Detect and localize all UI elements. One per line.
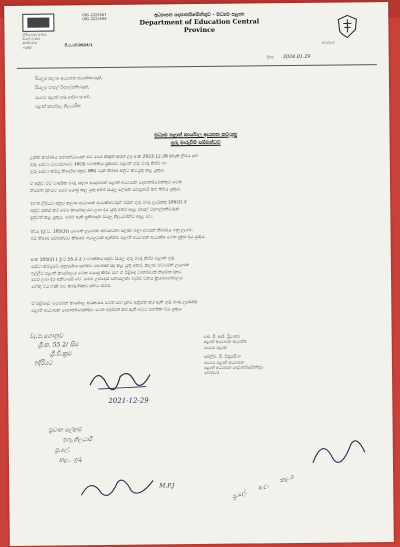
- document-page: [4, 2, 394, 546]
- body-line: ගුරු සේවා ව්‍යවස්ථාවේ 10(3) වගන්තිය ප්‍රකාරව පළාත් ගුරු මාරු කිරීම් හා: [29, 161, 167, 168]
- handwritten-line: ශ්‍රී.වී.ක්‍රම: [49, 350, 72, 358]
- handwritten-line: කළ.. ගුරු: [58, 457, 82, 464]
- countersignatory-department: පළාත් අධ්‍යාපන දෙපාර්තමේන්තුව: [203, 364, 264, 370]
- body-line: එම තීරණ සම්බන්ධව කිසියම් ගැටලුවක් ඇත්නම් පළාත් අධ්‍යාපන අධ්‍යක්ෂ වෙත දැනුම් දිය යුතුය.: [30, 234, 206, 242]
- body-line: හේතු විය හැකි බව කාරුණිකව දන්වා සිටිමි.: [31, 284, 112, 290]
- handwritten-line: කළ.ප: [279, 473, 295, 485]
- addressee-line: පළාත් කාර්යාල නිලධාරීන්: [35, 103, 81, 109]
- body-line: පළාත් අධ්‍යාපන දෙපාර්තමේන්තුව වෙත ඉදිරිපත් කර ඇති බවට සහතික විය යුතුය.: [31, 306, 183, 314]
- handwritten-note-bottom-left: [49, 424, 219, 466]
- handwritten-line: වැ.ප.ගොනුව: [29, 332, 64, 340]
- phone-number: 081-2223567: [82, 12, 107, 18]
- body-paragraph-2: [30, 178, 372, 195]
- countersignatory-city: මහනුවර: [204, 370, 220, 376]
- header-meta-line: ලිපිගොනු අංකය: [22, 32, 47, 37]
- subject-heading: [46, 130, 346, 147]
- handwritten-note-top-left: [30, 330, 190, 368]
- signatory-province: මධ්‍යම පළාත: [203, 344, 228, 350]
- addressee-list: [35, 74, 235, 110]
- government-emblem-icon: [336, 14, 358, 38]
- countersignatory-name: ඩබ්ලිව්. ජී. වික්‍රමසිංහ: [203, 353, 242, 360]
- handwritten-date: 2021-12-29: [108, 396, 149, 405]
- body-line: ඉල්ලීම් පළාත් කාර්යාලය වෙත යොමු කිරීම සහ ඒ පිළිබඳ වාර්තාවක් නියමිත දිනට: [30, 269, 182, 277]
- date-label: දිනය: [266, 55, 274, 60]
- subject-line-2: ගුරු මාරුවීම් සම්බන්ධව: [170, 139, 221, 147]
- body-line: ඒ අනුව එම වාර්ෂික මාරු සඳහා අයදුම්පත් පළාත් අධ්‍යාපන දෙපාර්තමේන්තුව වෙත: [30, 180, 182, 187]
- body-line: සේවා කමිටුවේ අනුමැතිය සහිතව පමණක් සිදු කළ යුතු අතර, කලාප මට්ටමින් ලැබෙන: [30, 262, 190, 270]
- department-title: [124, 11, 274, 35]
- handwritten-line: ශ්‍රී.ක. 55 2/ සිම: [37, 341, 79, 349]
- header-meta-line: දුරකථනය: [22, 41, 38, 46]
- body-paragraph-3: [30, 198, 372, 222]
- handwritten-line: ඉදිරියට: [33, 359, 53, 367]
- subject-line-1: මධ්‍යම පළාත් කාර්යාල ආයතන කටයුතු: [154, 131, 237, 139]
- handwritten-initials: M.P.J: [159, 482, 175, 490]
- department-logo-icon: [22, 14, 54, 32]
- body-line: නියමිත දිනයට පෙර යොමු කළ යුතු අතර සියලු ලේඛන සම්පූර්ණ කර තිබිය යුතුය.: [30, 186, 182, 194]
- city-label: මහනුවර: [321, 40, 335, 45]
- handwritten-line: ප්‍ර.ලේ.: [231, 489, 249, 501]
- body-line: අනුව සකස් කර මෙම කාර්යාලයට ලබා දිය යුතු අතර අදාළ පාසල් විදුහල්පතිවරුන්: [30, 207, 179, 214]
- reference-code: සී.ප.එම්/2024/1: [64, 43, 93, 48]
- handwritten-line: අ.ල.: [257, 482, 271, 492]
- body-line: දැනුවත් කළ යුතුය. මෙහි ඇති ප්‍රතිපාදන සියලු නිලධාරීන්ට අදාළ වේ.: [30, 214, 154, 221]
- body-line: පෙර ලබා දීම අනිවාර්ය වේ. මෙම උපදෙස් නොසලකා හැරීම විනය ක්‍රියාමාර්ගවලට: [31, 276, 183, 284]
- body-line: උක්ත කාරණය සම්බන්ධයෙන් මීට පෙර නිකුත් කරන ලද අංක 2023.12.28 දිනැති ලිපිය සහ: [29, 154, 199, 161]
- header-right-meta: [275, 41, 335, 46]
- signatory-name: ඩබ්. ජී. ආර්. ප්‍රියංකර: [203, 333, 240, 339]
- handwritten-line: ඉගැ.නිලධාරී: [62, 437, 92, 444]
- addressee-line: සියලුම පාසල් විදුහල්පතිවරුන්,: [35, 84, 90, 91]
- signature-scribble-icon: [79, 472, 159, 507]
- body-paragraph-6: [31, 298, 373, 315]
- addressee-line: මධ්‍යම පළාත් ගුරු සේවා සංගම්,: [35, 93, 91, 100]
- fax-number: 081-2223599: [82, 17, 107, 22]
- signature-block: [204, 332, 354, 375]
- header-divider: [17, 64, 377, 69]
- body-line: ගුරු සේවා කමිටු නිර්දේශ අනුව 891 වැනි තීරණ අනුව කටයුතු කළ යුතුය.: [29, 167, 166, 175]
- body-paragraph-1: [30, 152, 372, 176]
- handwritten-line: ප්‍රධාන ලේකම්: [48, 427, 82, 434]
- body-paragraph-5: [31, 254, 373, 292]
- signatory-title: පළාත් අධ්‍යාපන අධ්‍යක්ෂ: [203, 338, 247, 345]
- handwritten-line: ප්‍ර.ලේ.: [54, 447, 71, 454]
- body-line: ඉහත ලිපියට අනුව කලාප අධ්‍යාපන අධ්‍යක්ෂවරුන් විසින් ගුරු මාරු ලැයිස්තු 105(1) 2: [30, 200, 187, 207]
- department-title-english: Department of Education Central Province: [139, 17, 260, 35]
- header-meta-line: ඔබේ අංකය: [22, 36, 41, 42]
- addressee-line: සියලුම කලාප අධ්‍යාපන අධ්‍යක්ෂවරුන්,: [34, 74, 103, 81]
- date-row: [267, 54, 347, 60]
- header-meta-line: ෆැක්ස්: [22, 45, 32, 50]
- body-paragraph-4: [31, 226, 373, 243]
- signature-scribble-icon: [88, 364, 158, 397]
- countersignatory-title: මධ්‍යම පළාත් අධ්‍යාපන: [203, 359, 245, 365]
- body-line: ඒ පිළිබඳව මෙමගින් කාර්යාල අධිකාරය වෙත සහ දැනට අනුමත කර ඇති ගුරු මාරු ලැයිස්තු: [31, 300, 198, 307]
- letter-date: 2024.01.29: [282, 54, 311, 61]
- body-line: අංක 105(2) ( ශ්‍රී.වී.55.2.2 ) වගන්තිය අනුව සියලු ගුරු මාරු කිරීම් පළාත් ගුරු: [30, 256, 175, 263]
- body-line: තවද (ශ්‍රී.ව. 105(3)) යටතේ ලැබෙන අභියාචනා සලකා බලා අවසන් තීරණය ගනු ලැබේ.: [30, 228, 193, 235]
- department-title-sinhala: අධ්‍යාපන දෙපාර්තමේන්තුව - මධ්‍යම පළාත: [154, 11, 245, 19]
